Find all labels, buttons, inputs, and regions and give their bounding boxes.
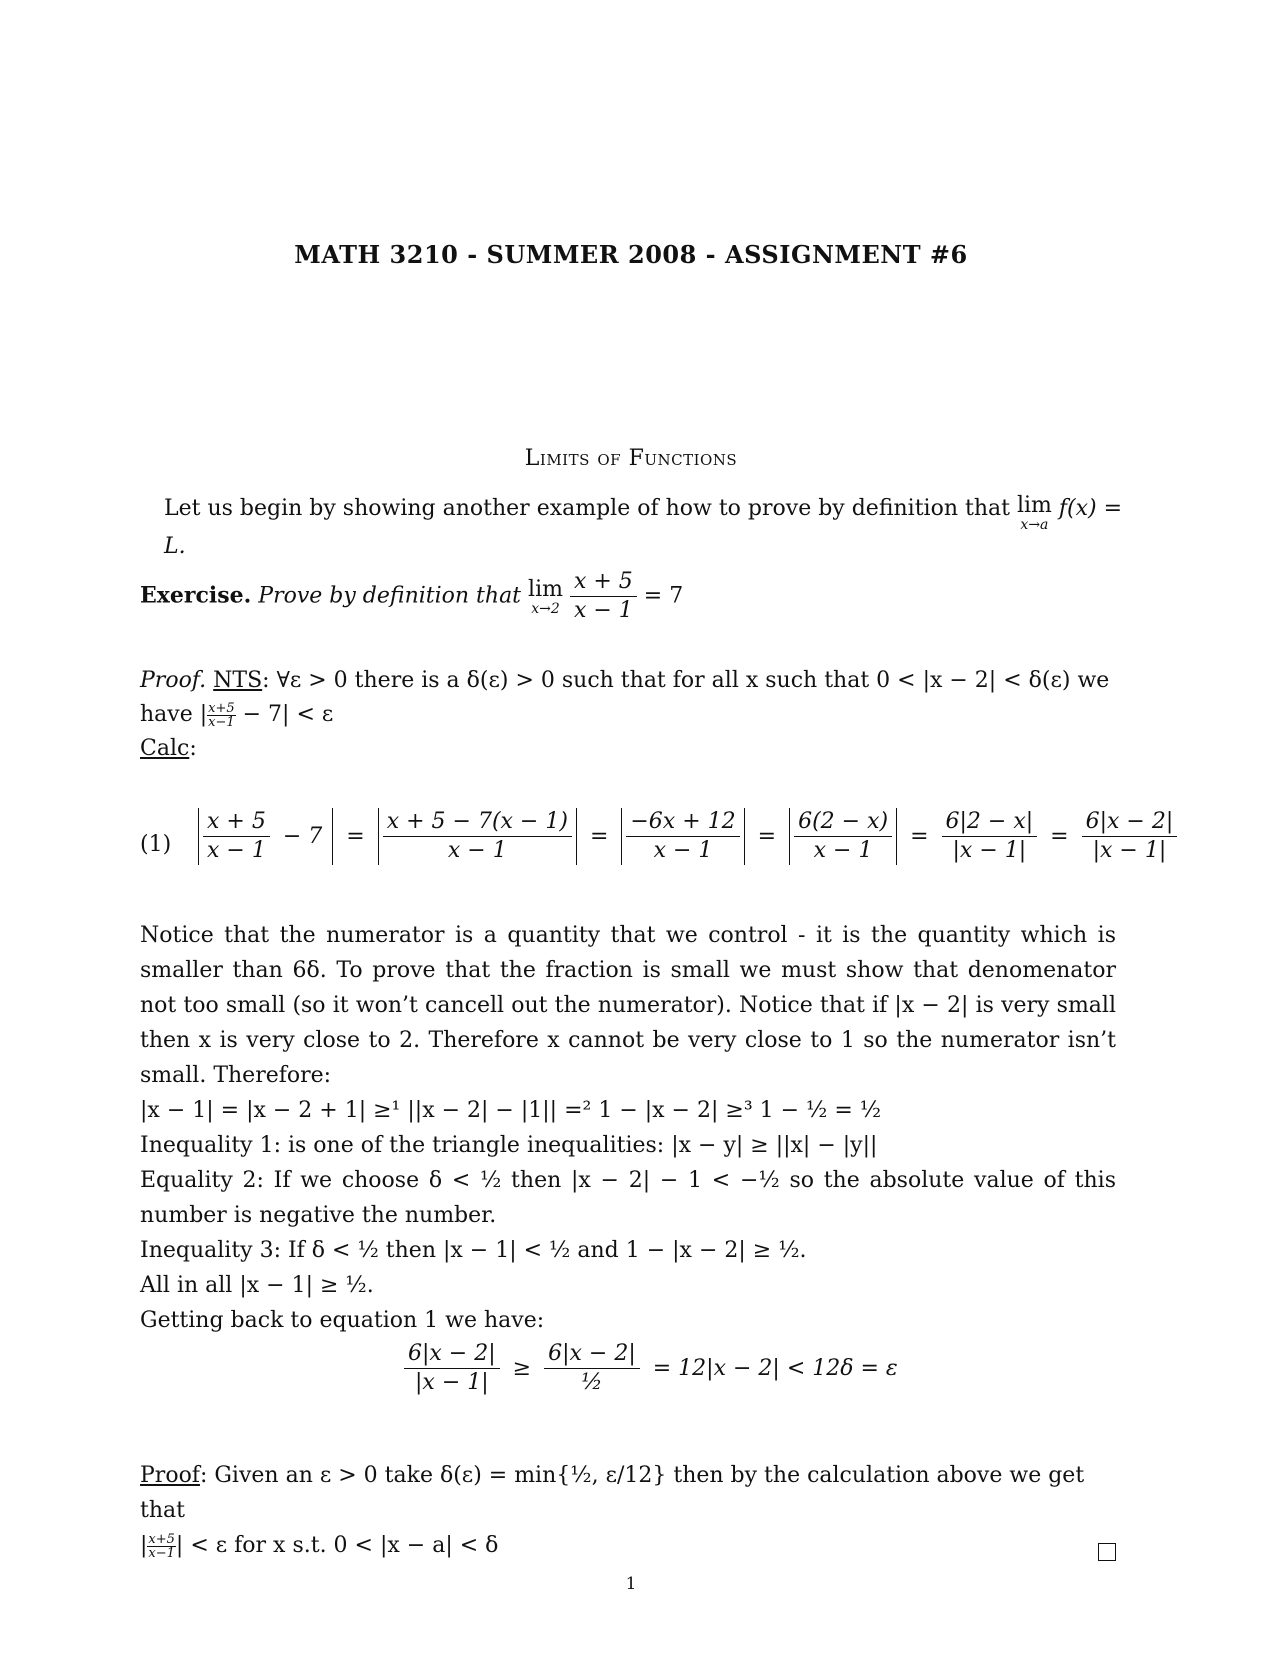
exercise-numerator: x + 5 xyxy=(570,568,637,597)
eq1-t2-den: x − 1 xyxy=(447,838,507,863)
proof-line-1 xyxy=(140,664,1116,698)
exercise-fraction xyxy=(570,568,637,625)
eq1-term-5 xyxy=(942,808,1038,865)
eq1-term-6 xyxy=(1082,808,1178,865)
inequality-chain: |x − 1| = |x − 2 + 1| ≥¹ ||x − 2| − |1|| =² 1 − |x − 2| ≥³ 1 − ½ = ½ xyxy=(140,1098,882,1123)
eq1-t2-num: x + 5 − 7(x − 1) xyxy=(383,808,572,837)
eq2-geq: ≥ xyxy=(512,1356,532,1381)
calc-label: Calc xyxy=(140,736,190,761)
eq2-a-num: 6|x − 2| xyxy=(404,1340,500,1369)
final-frac-num: x+5 xyxy=(148,1531,175,1547)
exercise-statement xyxy=(140,568,1140,625)
intro-paragraph xyxy=(164,494,1124,562)
calc-line: Calc: xyxy=(140,736,197,761)
page-number: 1 xyxy=(625,1574,637,1594)
discussion xyxy=(140,918,1116,1338)
proof-label: Proof. xyxy=(140,668,207,693)
eq1-t6-den: |x − 1| xyxy=(1092,838,1167,863)
limit-operator xyxy=(1017,494,1052,532)
eq2-b-num: 6|x − 2| xyxy=(544,1340,640,1369)
eq1-equals-4: = xyxy=(910,824,929,849)
all-in-all-note: All in all |x − 1| ≥ ½. xyxy=(140,1273,374,1298)
final-proof xyxy=(140,1458,1116,1563)
proof-line-2-tail: − 7| < ε xyxy=(235,702,334,727)
final-inline-fraction xyxy=(147,1533,176,1560)
eq1-term-2 xyxy=(378,808,577,865)
inequality-1-note: Inequality 1: is one of the triangle inequalities: |x − y| ≥ ||x| − |y|| xyxy=(140,1133,878,1158)
exercise-limit xyxy=(528,578,563,616)
intro-tail: f(x) = L. xyxy=(164,496,1123,559)
equation-1-expression xyxy=(198,808,1177,865)
exercise-denominator: x − 1 xyxy=(573,598,633,623)
eq1-t5-den: |x − 1| xyxy=(952,838,1027,863)
inequality-3-note: Inequality 3: If δ < ½ then |x − 1| < ½ and 1 − |x − 2| ≥ ½. xyxy=(140,1238,807,1263)
eq1-term-1 xyxy=(198,808,333,865)
equation-2 xyxy=(404,1340,904,1397)
qed-square-icon xyxy=(1098,1543,1116,1561)
eq1-equals-3: = xyxy=(757,824,777,849)
eq2-term-a xyxy=(404,1340,500,1397)
final-proof-label: Proof xyxy=(140,1463,200,1488)
eq1-t1-tail: − 7 xyxy=(282,824,323,849)
exercise-limit-subscript: x→2 xyxy=(531,600,560,617)
inline-fraction xyxy=(207,702,236,729)
eq2-tail: = 12|x − 2| < 12δ = ε xyxy=(652,1356,898,1381)
nts-label: NTS xyxy=(213,668,263,693)
proof-setup xyxy=(140,664,1116,766)
have-text: have | xyxy=(140,702,208,727)
final-line-2-text: | < ε for x s.t. 0 < |x − a| < δ xyxy=(175,1533,499,1558)
exercise-label: Exercise. xyxy=(140,582,252,609)
discussion-paragraph: Notice that the numerator is a quantity that we control - it is the quantity which is smaller than 6δ. To prove that the fraction is small we must show that denomenator not too small (so it won’t cancell out the numerator). Notice that if |x − 2| is very small then x is very close to 2. Therefore x cannot be very close to 1 so the numerator isn’t small. Therefore: xyxy=(140,923,1116,1088)
equation-1-label: (1) xyxy=(140,832,172,857)
eq1-t3-num: −6x + 12 xyxy=(626,808,739,837)
equality-2-note: Equality 2: If we choose δ < ½ then |x − 2| − 1 < −½ so the absolute value of this number is negative the number. xyxy=(140,1168,1116,1228)
limit-subscript: x→a xyxy=(1020,517,1049,533)
final-line-1 xyxy=(140,1458,1116,1528)
getting-back-note: Getting back to equation 1 we have: xyxy=(140,1308,545,1333)
final-line-2: | $\frac{x+5}{x-1}$ | < ε for x s.t. 0 < |x − a| < δ xyxy=(140,1531,499,1561)
exercise-limit-word: lim xyxy=(528,576,563,602)
proof-line-1-text: : ∀ε > 0 there is a δ(ε) > 0 such that for all x such that 0 < |x − 2| < δ(ε) we xyxy=(262,668,1110,693)
inline-fraction-den: x−1 xyxy=(208,714,235,730)
final-line-1-text: : Given an ε > 0 take δ(ε) = min{½, ε/12} then by the calculation above we get that xyxy=(140,1463,1085,1523)
eq1-t4-den: x − 1 xyxy=(813,838,873,863)
eq1-equals-1: = xyxy=(346,824,365,849)
eq1-term-3 xyxy=(621,808,744,865)
exercise-rhs: = 7 xyxy=(643,583,684,609)
inline-fraction-num: x+5 xyxy=(208,700,235,716)
eq1-t1-den: x − 1 xyxy=(207,838,266,863)
eq1-equals-2: = xyxy=(589,824,609,849)
section-heading: Limits of Functions xyxy=(524,446,738,471)
eq2-a-den: |x − 1| xyxy=(415,1370,489,1395)
eq1-equals-5: = xyxy=(1050,824,1069,849)
eq1-t4-num: 6(2 − x) xyxy=(794,808,892,837)
page-title: MATH 3210 - SUMMER 2008 - ASSIGNMENT #6 xyxy=(294,240,968,269)
eq1-t5-num: 6|2 − x| xyxy=(942,808,1038,837)
intro-text: Let us begin by showing another example of how to prove by definition that xyxy=(164,496,1010,521)
eq1-term-4 xyxy=(789,808,897,865)
final-frac-den: x−1 xyxy=(148,1545,175,1561)
limit-word: lim xyxy=(1016,493,1052,518)
proof-line-2 xyxy=(140,698,1116,732)
eq1-t1-num: x + 5 xyxy=(203,808,270,837)
eq1-t6-num: 6|x − 2| xyxy=(1082,808,1178,837)
eq2-term-b xyxy=(544,1340,640,1397)
eq2-b-den: ½ xyxy=(581,1370,603,1395)
exercise-text: Prove by definition that xyxy=(258,583,522,609)
eq1-t3-den: x − 1 xyxy=(653,838,713,863)
